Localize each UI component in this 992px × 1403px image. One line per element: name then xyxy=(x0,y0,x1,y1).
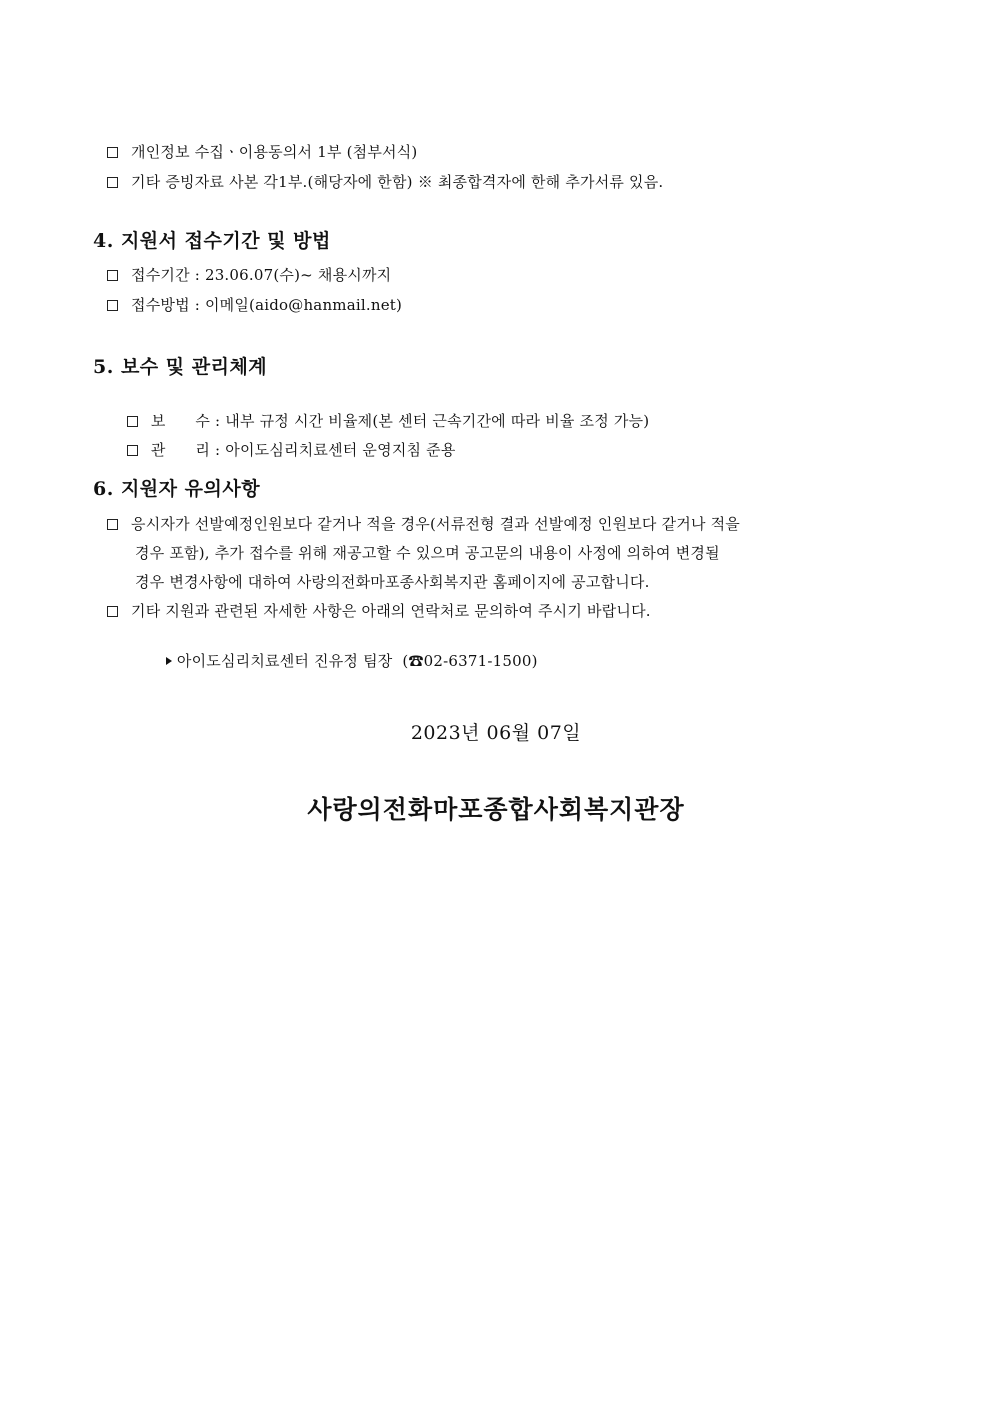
section-6-heading: 6. 지원자 유의사항 xyxy=(93,478,261,500)
management-item-text: 관 리 : 아이도심리치료센터 운영지침 준용 xyxy=(150,441,456,459)
checkbox-icon xyxy=(107,519,118,530)
checkbox-icon xyxy=(107,270,118,281)
section-5-heading: 5. 보수 및 관리체계 xyxy=(93,356,268,378)
application-period-text: 접수기간 : 23.06.07(수)~ 채용시까지 xyxy=(131,266,392,284)
application-method xyxy=(107,295,402,315)
management-item xyxy=(107,420,456,480)
doc-item-evidence-text: 기타 증빙자료 사본 각1부.(해당자에 한함) ※ 최종합격자에 한해 추가서류 있음. xyxy=(131,173,664,191)
checkbox-icon xyxy=(107,177,118,188)
doc-item-evidence xyxy=(107,172,663,192)
notice-item-1-line-1: 응시자가 선발예정인원보다 같거나 적을 경우(서류전형 결과 선발예정 인원보다 같거나 적을 xyxy=(131,515,740,533)
contact-text: 아이도심리치료센터 진유정 팀장 (☎02-6371-1500) xyxy=(176,652,538,670)
checkbox-icon xyxy=(107,147,118,158)
section-4-heading: 4. 지원서 접수기간 및 방법 xyxy=(93,230,331,252)
application-period xyxy=(107,265,391,285)
checkbox-icon xyxy=(127,445,138,456)
doc-item-consent xyxy=(107,142,417,162)
issuer-name: 사랑의전화마포종합사회복지관장 xyxy=(307,795,685,824)
notice-item-2 xyxy=(107,601,651,621)
notice-item-2-text: 기타 지원과 관련된 자세한 사항은 아래의 연락처로 문의하여 주시기 바랍니다. xyxy=(131,602,651,620)
document-date: 2023년 06월 07일 xyxy=(410,722,582,744)
notice-item-1-line-3: 경우 변경사항에 대하여 사랑의전화마포종사회복지관 홈페이지에 공고합니다. xyxy=(135,573,650,591)
pay-item-text: 보 수 : 내부 규정 시간 비율제(본 센터 근속기간에 따라 비율 조정 가능) xyxy=(150,412,650,430)
contact-line xyxy=(146,631,538,691)
notice-item-1-line-2: 경우 포함), 추가 접수를 위해 재공고할 수 있으며 공고문의 내용이 사정에 의하여 변경될 xyxy=(135,544,720,562)
triangle-bullet-icon xyxy=(166,657,172,665)
checkbox-icon xyxy=(107,300,118,311)
notice-item-1 xyxy=(107,514,740,534)
checkbox-icon xyxy=(107,606,118,617)
application-method-text: 접수방법 : 이메일(aido@hanmail.net) xyxy=(131,296,403,314)
doc-item-consent-text: 개인정보 수집ㆍ이용동의서 1부 (첨부서식) xyxy=(131,143,418,161)
